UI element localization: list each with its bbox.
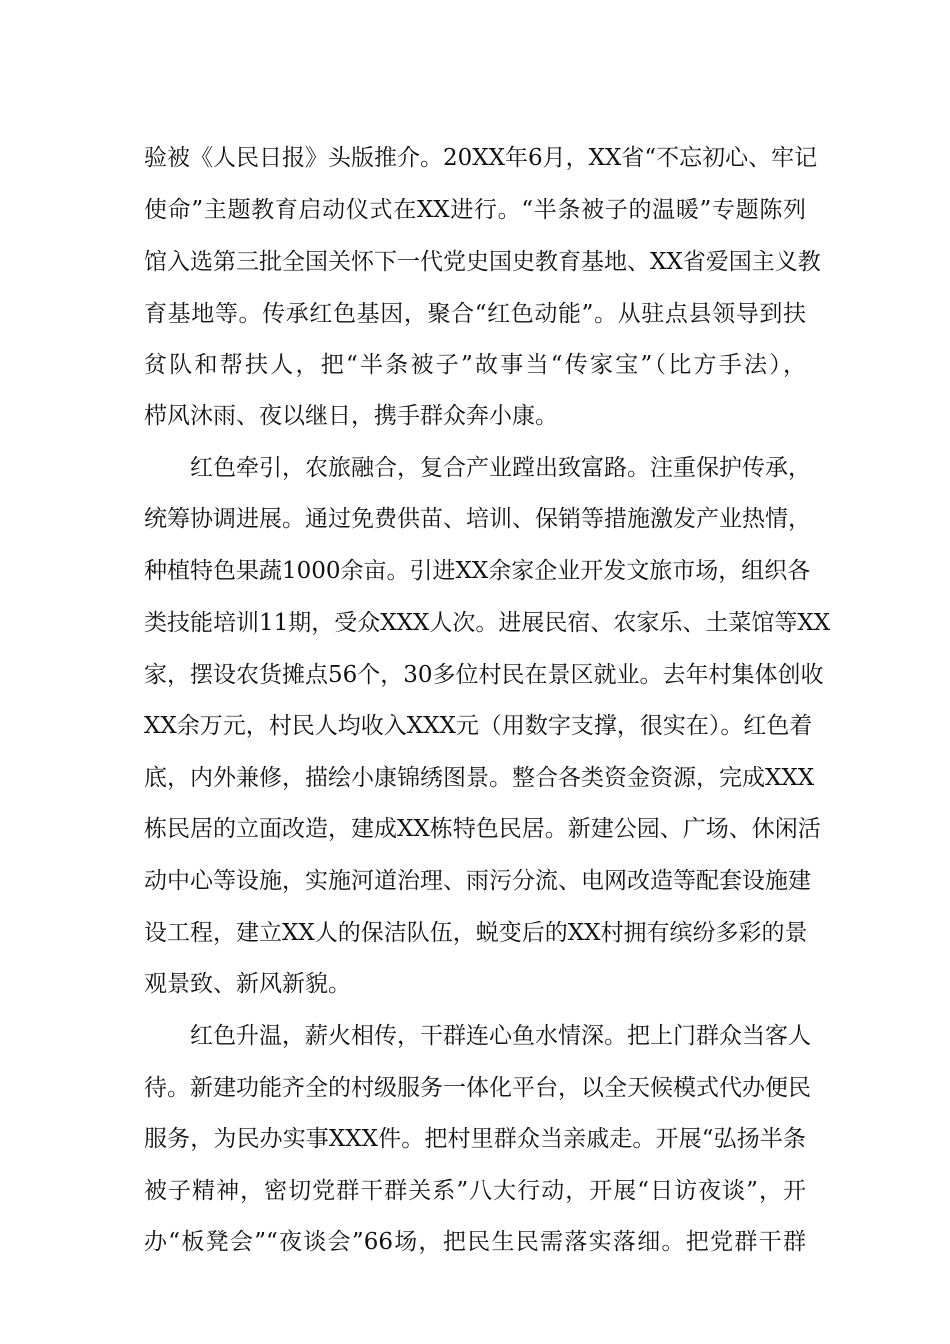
paragraph-2-line-10: 设工程，建立XX人的保洁队伍，蜕变后的XX村拥有缤纷多彩的景 [144, 920, 808, 946]
paragraph-2-line-5: 家，摆设农货摊点56个，30多位村民在景区就业。去年村集体创收 [144, 662, 824, 688]
paragraph-2-line-3: 种植特色果蔬1000余亩。引进XX余家企业开发文旅市场，组织各 [144, 558, 811, 584]
paragraph-1-line-6: 栉风沐雨、夜以继日，携手群众奔小康。 [144, 403, 558, 429]
paragraph-2-line-9: 动中心等设施，实施河道治理、雨污分流、电网改造等配套设施建 [144, 868, 811, 894]
paragraph-1-line-2: 使命”主题教育启动仪式在XX进行。“半条被子的温暖”专题陈列 [144, 197, 806, 223]
paragraph-2-line-8: 栋民居的立面改造，建成XX栋特色民居。新建公园、广场、休闲活 [144, 816, 821, 842]
paragraph-3-line-3: 服务，为民办实事XXX件。把村里群众当亲戚走。开展“弘扬半条 [144, 1126, 806, 1152]
paragraph-2-line-1: 红色牵引，农旅融合，复合产业蹚出致富路。注重保护传承， [190, 455, 811, 481]
paragraph-2-line-2: 统筹协调进展。通过免费供苗、培训、保销等措施激发产业热情， [144, 506, 811, 532]
paragraph-2-line-7: 底，内外兼修，描绘小康锦绣图景。整合各类资金资源，完成XXX [144, 765, 815, 791]
paragraph-2-line-11: 观景致、新风新貌。 [144, 971, 351, 997]
paragraph-1-line-4: 育基地等。传承红色基因，聚合“红色动能”。从驻点县领导到扶 [144, 301, 806, 327]
paragraph-3-line-5: 办“板凳会”“夜谈会”66场，把民生民需落实落细。把党群干群 [144, 1229, 806, 1255]
paragraph-2-line-4: 类技能培训11期，受众XXX人次。进展民宿、农家乐、土菜馆等XX [144, 610, 831, 636]
paragraph-1-line-1: 验被《人民日报》头版推介。20XX年6月，XX省“不忘初心、牢记 [144, 145, 818, 171]
paragraph-1-line-3: 馆入选第三批全国关怀下一代党史国史教育基地、XX省爱国主义教 [144, 249, 821, 275]
paragraph-3-line-2: 待。新建功能齐全的村级服务一体化平台，以全天候模式代办便民 [144, 1075, 811, 1101]
paragraph-2-line-6: XX余万元，村民人均收入XXX元（用数字支撑，很实在）。红色着 [144, 713, 813, 739]
paragraph-1-line-5: 贫队和帮扶人，把“半条被子”故事当“传家宝”（比方手法）， [144, 352, 806, 378]
paragraph-3-line-1: 红色升温，薪火相传，干群连心鱼水情深。把上门群众当客人 [190, 1023, 811, 1049]
paragraph-3-line-4: 被子精神，密切党群干群关系”八大行动，开展“日访夜谈”，开 [144, 1178, 806, 1204]
